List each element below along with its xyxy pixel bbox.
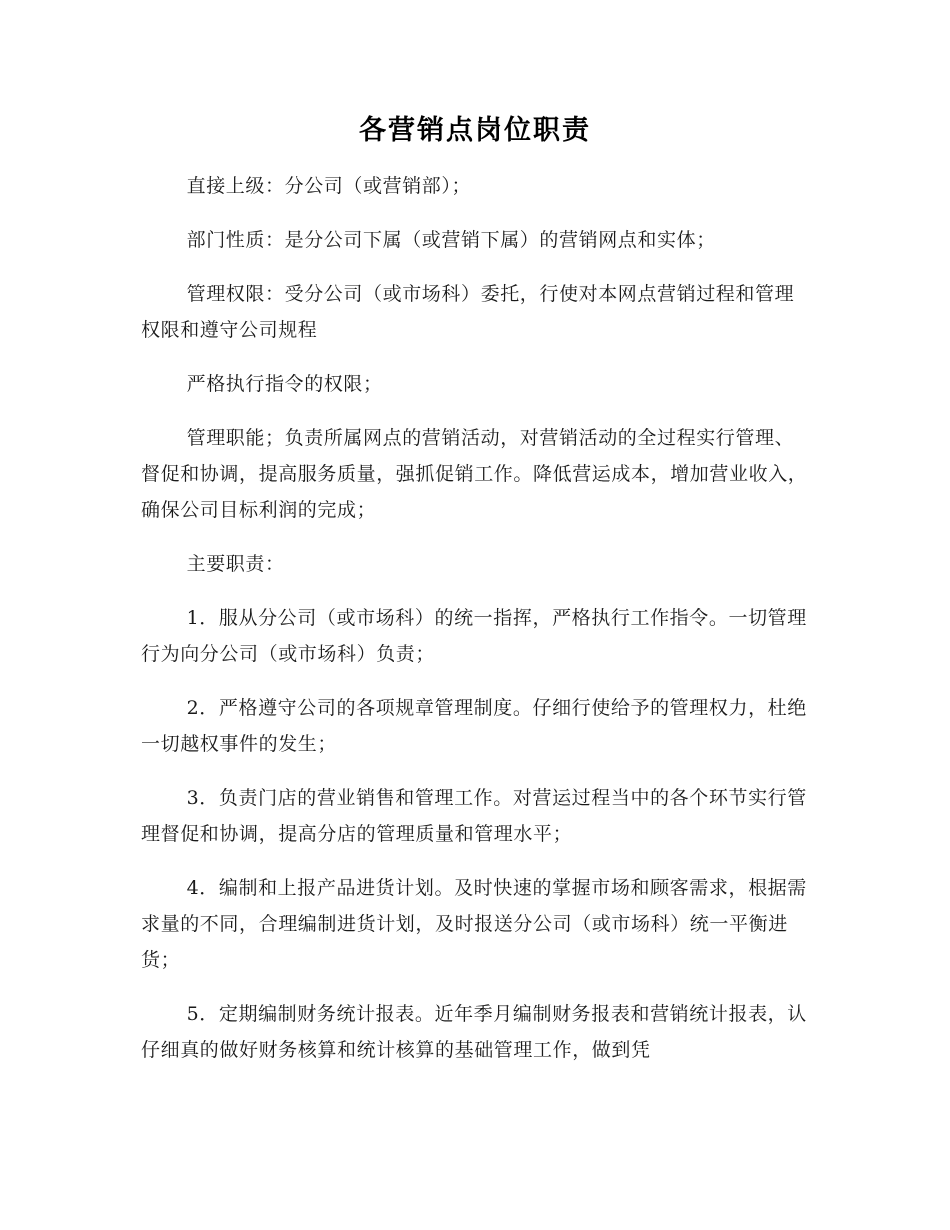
paragraph-department-nature: 部门性质：是分公司下属（或营销下属）的营销网点和实体； (186, 229, 716, 251)
paragraph-duty-1: 1．服从分公司（或市场科）的统一指挥，严格执行工作指令。一切管理行为向分公司（或市场科）负责； (141, 607, 807, 665)
paragraph-duty-5: 5．定期编制财务统计报表。近年季月编制财务报表和营销统计报表，认仔细真的做好财务核算和统计核算的基础管理工作，做到凭 (141, 1003, 807, 1061)
document-title: 各营销点岗位职责 (359, 115, 591, 146)
paragraph-management-function: 管理职能；负责所属网点的营销活动，对营销活动的全过程实行管理、督促和协调，提高服务质量，强抓促销工作。降低营运成本，增加营业收入，确保公司目标利润的完成； (141, 427, 808, 521)
document-body (141, 168, 811, 1086)
paragraph-main-duties-heading: 主要职责： (186, 553, 285, 575)
paragraph-duty-4: 4．编制和上报产品进货计划。及时快速的掌握市场和顾客需求，根据需求量的不同，合理编制进货计划，及时报送分公司（或市场科）统一平衡进货； (141, 877, 807, 971)
paragraph-duty-3: 3．负责门店的营业销售和管理工作。对营运过程当中的各个环节实行管理督促和协调，提高分店的管理质量和管理水平； (141, 787, 807, 845)
paragraph-management-authority: 管理权限：受分公司（或市场科）委托，行使对本网点营销过程和管理权限和遵守公司规程 (141, 283, 795, 341)
paragraph-duty-2: 2．严格遵守公司的各项规章管理制度。仔细行使给予的管理权力，杜绝一切越权事件的发生； (141, 697, 807, 755)
paragraph-strict-execution: 严格执行指令的权限； (186, 373, 383, 395)
paragraph-supervisor: 直接上级：分公司（或营销部）； (186, 175, 472, 197)
